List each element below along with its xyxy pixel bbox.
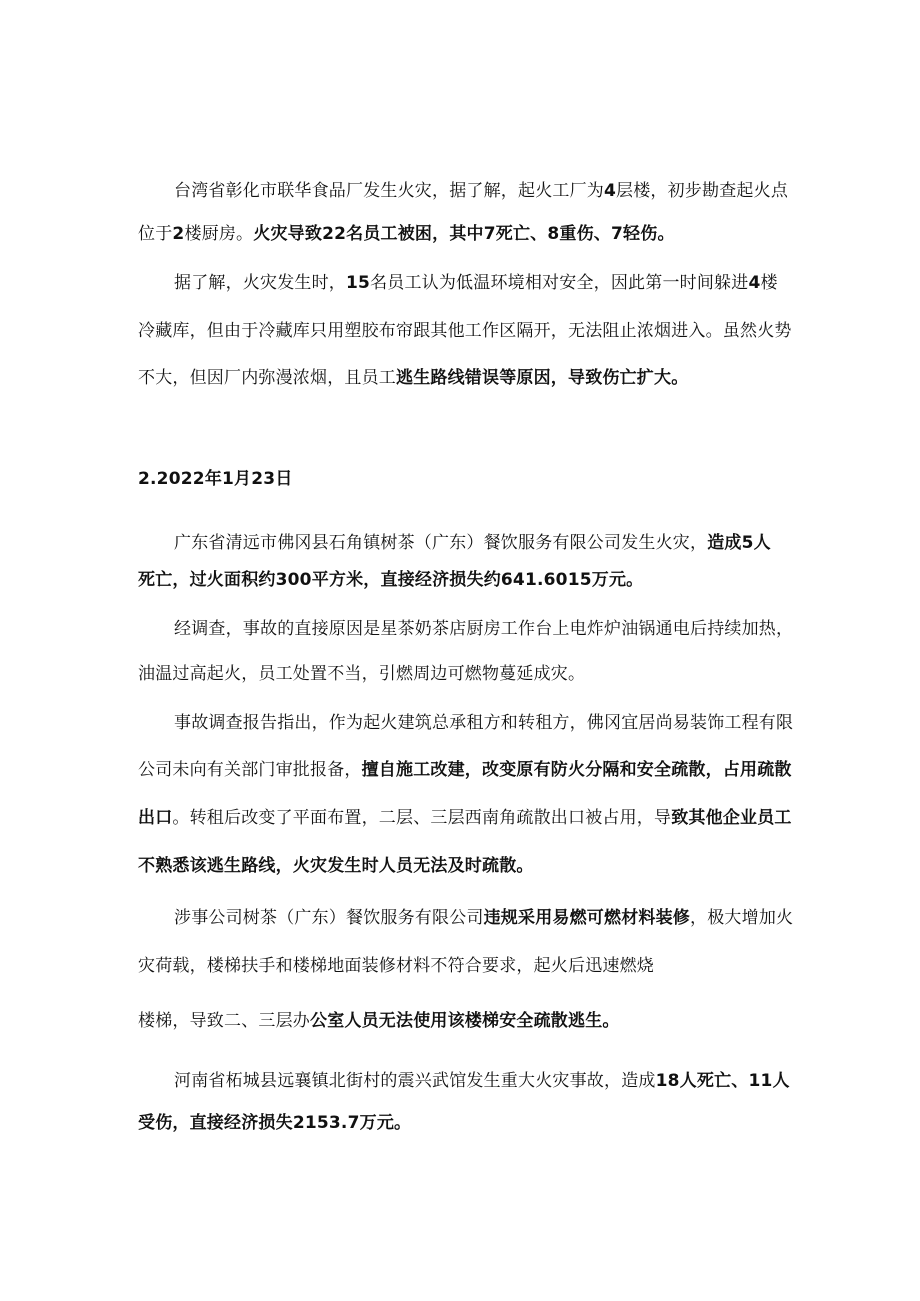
text-segment-bold: 8 [547,224,560,244]
text-line-12 [138,807,792,829]
text-line-16 [138,1010,620,1032]
text-segment-bold: 22 [322,224,347,244]
text-segment-bold: 逃生路线错误等原因，导致伤亡扩大。 [396,368,689,388]
text-segment: 广东省清远市佛冈县石角镇树茶（广东）餐饮服务有限公司发生火灾， [174,533,708,553]
text-segment-bold: 火灾导致 [253,224,323,244]
text-segment: 楼厨房。 [184,224,254,244]
text-segment-bold: 万元。 [359,1113,412,1133]
text-segment-bold: 人 [772,1071,790,1091]
text-segment-bold: 受伤， [138,1113,190,1133]
text-line-8 [174,618,793,640]
text-line-5 [138,367,688,389]
text-line-7 [138,569,643,591]
text-segment-bold: 4 [604,181,617,201]
text-segment-bold: 重伤、 [559,224,612,244]
text-segment-bold: 11 [748,1071,773,1091]
text-segment-bold: 5 [741,533,754,553]
text-segment-bold: 万元。 [591,570,644,590]
text-segment: 位于 [138,224,173,244]
text-segment: 1 [222,469,235,489]
text-segment: 楼 [760,273,778,293]
text-segment: 据了解，火灾发生时， [174,273,346,293]
section-heading [138,468,293,490]
text-segment-bold: 300 [275,570,312,590]
text-line-15 [138,955,654,977]
text-segment: 灾荷载，楼梯扶手和楼梯地面装修材料不符合要求，起火后迅速燃烧 [138,956,654,976]
text-line-14 [174,907,793,929]
text-line-11 [138,759,792,781]
text-segment: 河南省柘城县远襄镇北街村的震兴武馆发生重大火灾事故，造成 [174,1071,656,1091]
text-line-18 [138,1112,411,1134]
text-segment-bold: 违规采用易燃可燃材料装修 [483,908,691,928]
text-segment-bold: 轻伤。 [623,224,675,244]
text-segment-bold: 名员工被困，其中 [346,224,484,244]
text-line-9 [138,663,585,685]
text-line-10 [174,712,793,734]
text-segment-bold: 直接经济损失 [189,1113,293,1133]
text-line-1 [174,180,788,202]
text-segment: 。转租后改变了平面布置，二层、三层西南角疏散出口被占用，导 [172,808,672,828]
text-segment-bold: 死亡、 [495,224,548,244]
text-segment: 事故调查报告指出，作为起火建筑总承租方和转租方，佛冈宜居尚易装饰工程有限 [174,713,794,733]
text-line-3 [174,272,778,294]
text-line-4 [138,320,792,342]
text-segment: 经调查，事故的直接原因是星茶奶茶店厨房工作台上电炸炉油锅通电后持续加热， [174,619,794,639]
text-segment: 楼梯，导致二、三层办 [138,1011,310,1031]
text-line-17 [174,1070,790,1092]
text-segment-bold: 7 [483,224,496,244]
text-segment-bold: 18 [655,1071,680,1091]
text-segment-bold: 致其他企业员工 [671,808,792,828]
text-segment-bold: 造成 [707,533,742,553]
text-segment: 日 [275,469,293,489]
text-segment-bold: 4 [748,273,761,293]
text-segment: 公司未向有关部门审批报备， [138,760,362,780]
text-segment-bold: 不熟悉该逃生路线，火灾发生时人员无法及时疏散。 [138,856,534,876]
text-segment: 油温过高起火，员工处置不当，引燃周边可燃物蔓延成灾。 [138,664,586,684]
text-segment: 年 [204,469,223,489]
text-segment-bold: 2 [172,224,185,244]
text-line-13 [138,855,534,877]
text-segment-bold: 平方米，直接经济损失约 [311,570,501,590]
text-segment-bold: 擅自施工改建，改变原有防火分隔和安全疏散，占用疏散 [361,760,792,780]
text-line-6 [174,532,771,554]
text-segment: 名员工认为低温环境相对安全，因此第一时间躲进 [370,273,749,293]
text-segment-bold: 死亡，过火面积约 [138,570,276,590]
text-segment: 月 [234,469,252,489]
text-segment-bold: 7 [611,224,624,244]
text-segment: 台湾省彰化市联华食品厂发生火灾，据了解，起火工厂为 [174,181,604,201]
text-segment-bold: 641.6015 [500,570,592,590]
text-segment-bold: 2153.7 [292,1113,360,1133]
text-segment: 冷藏库，但由于冷藏库只用塑胶布帘跟其他工作区隔开，无法阻止浓烟进入。虽然火势 [138,321,792,341]
text-segment: 不大，但因厂内弥漫浓烟，且员工 [138,368,396,388]
text-segment: 涉事公司树茶（广东）餐饮服务有限公司 [174,908,484,928]
text-segment: 23 [251,469,276,489]
text-line-2 [138,223,675,245]
text-segment-bold: 出口 [138,808,173,828]
text-segment: 层楼，初步勘查起火点 [616,181,789,201]
text-segment-bold: 公室人员无法使用该楼梯安全疏散逃生。 [310,1011,620,1031]
text-segment-bold: 15 [346,273,371,293]
text-segment-bold: 人 [753,533,771,553]
text-segment: 2.2022 [138,469,205,489]
text-segment-bold: 人死亡、 [679,1071,749,1091]
text-segment: ，极大增加火 [690,908,794,928]
